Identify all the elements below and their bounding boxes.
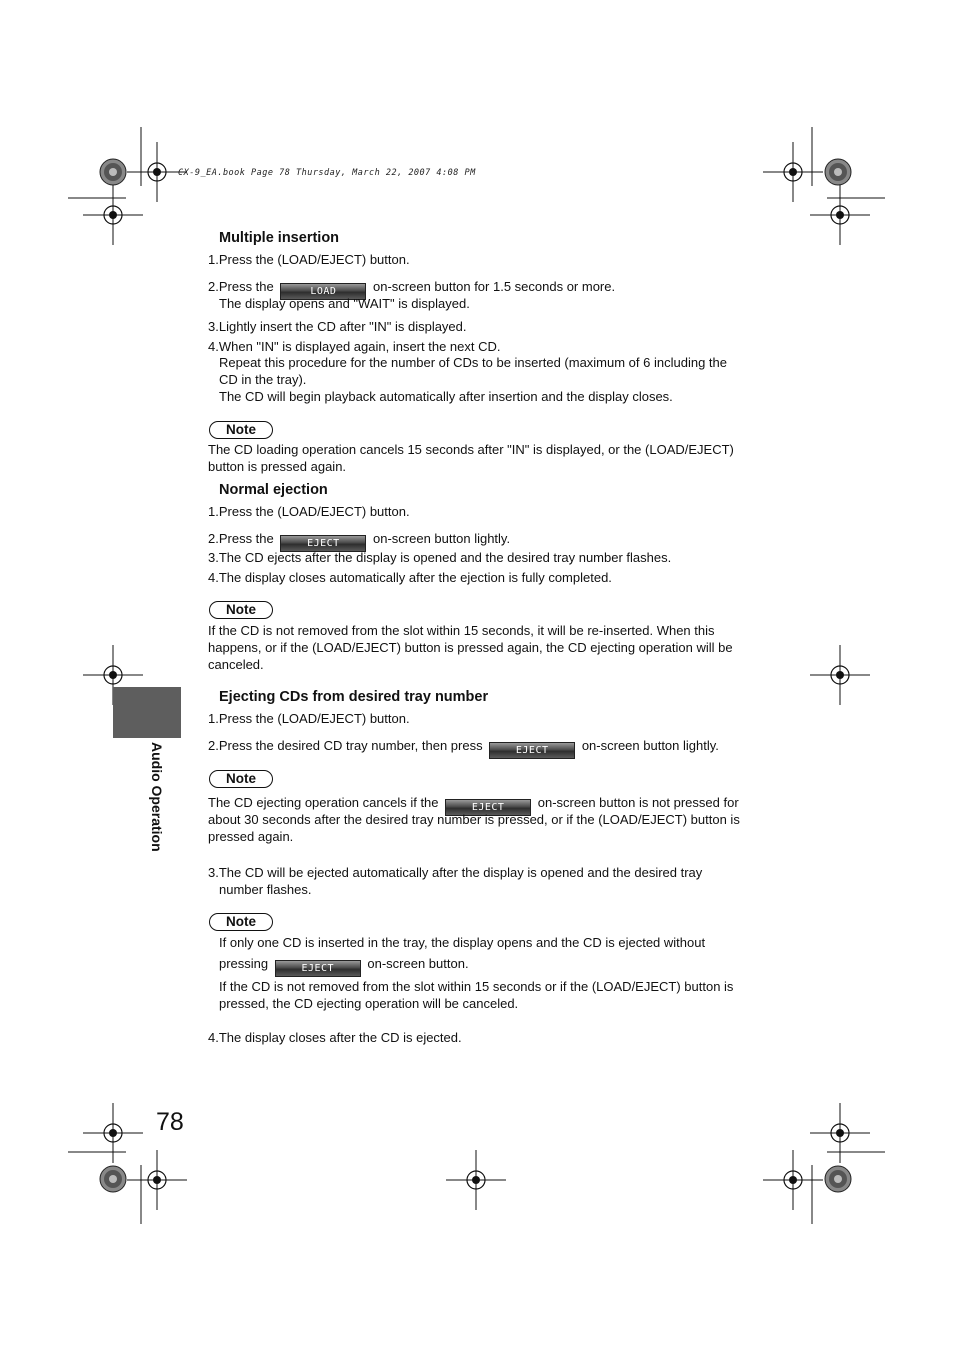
starburst-mark [100,1166,126,1192]
note-text: The CD ejecting operation cancels if the EJECT on-screen button is not pressed for [208,794,739,816]
step-text: 2.Press the EJECT on-screen button lightly. [208,530,510,552]
print-header: CX-9_EA.book Page 78 Thursday, March 22, 2007 4:08 PM [178,168,476,178]
step-text: 4.The display closes after the CD is ejected. [208,1030,462,1045]
starburst-mark [825,159,851,185]
step-text: 2.Press the LOAD on-screen button for 1.5 seconds or more. [208,278,615,300]
crosshair-mark [446,1150,506,1210]
crosshair-mark [810,645,870,705]
step-text: 3.The CD ejects after the display is opened and the desired tray number flashes. [208,550,672,565]
crosshair-mark [83,185,143,245]
crosshair-mark [810,185,870,245]
step-text: 4.When "IN" is displayed again, insert the next CD. [208,339,501,354]
note-text: pressing EJECT on-screen button. [219,955,469,977]
load-button: LOAD [280,283,366,300]
note-text: about 30 seconds after the desired tray number is pressed, or if the (LOAD/EJECT) button is [208,812,740,827]
step-text: 1.Press the (LOAD/EJECT) button. [208,711,410,726]
section-title: Ejecting CDs from desired tray number [219,689,489,705]
note-text: pressed again. [208,829,294,844]
step-text: The CD will begin playback automatically after insertion and the display closes. [219,389,673,404]
page-number: 78 [156,1108,184,1136]
step-text: The display opens and "WAIT" is displayed. [219,296,470,311]
crosshair-mark [127,1150,187,1210]
step-text: 3.Lightly insert the CD after "IN" is displayed. [208,319,467,334]
note-text: If the CD is not removed from the slot within 15 seconds or if the (LOAD/EJECT) button is [219,979,734,994]
starburst-mark [100,159,126,185]
step-text: Repeat this procedure for the number of CDs to be inserted (maximum of 6 including the [219,355,727,370]
section-title: Multiple insertion [219,230,340,246]
note-badge: Note [209,421,273,439]
eject-button: EJECT [275,960,361,977]
note-badge: Note [209,770,273,788]
eject-button: EJECT [445,799,531,816]
crosshair-mark [763,1150,823,1210]
step-text: 1.Press the (LOAD/EJECT) button. [208,504,410,519]
section-tab-label: Audio Operation [149,742,165,852]
eject-button: EJECT [489,742,575,759]
note-text: pressed, the CD ejecting operation will be canceled. [219,996,519,1011]
starburst-mark [825,1166,851,1192]
eject-button: EJECT [280,535,366,552]
section-tab [113,687,181,738]
step-text: 2.Press the desired CD tray number, then press EJECT on-screen button lightly. [208,737,719,759]
note-text: The CD loading operation cancels 15 seconds after "IN" is displayed, or the (LOAD/EJECT) [208,442,734,457]
note-badge: Note [209,601,273,619]
note-text: canceled. [208,657,264,672]
note-text: If only one CD is inserted in the tray, the display opens and the CD is ejected without [219,935,706,950]
step-text: number flashes. [219,882,312,897]
step-text: 4.The display closes automatically after the ejection is fully completed. [208,570,612,585]
step-text: 1.Press the (LOAD/EJECT) button. [208,252,410,267]
crosshair-mark [810,1103,870,1163]
step-text: CD in the tray). [219,372,307,387]
note-text: happens, or if the (LOAD/EJECT) button is pressed again, the CD ejecting operation will be [208,640,733,655]
note-badge: Note [209,913,273,931]
crosshair-mark [763,142,823,202]
section-title: Normal ejection [219,482,328,498]
step-text: 3.The CD will be ejected automatically after the display is opened and the desired tray [208,865,703,880]
note-text: If the CD is not removed from the slot within 15 seconds, it will be re-inserted. When this [208,623,715,638]
note-text: button is pressed again. [208,459,347,474]
crosshair-mark [83,1103,143,1163]
